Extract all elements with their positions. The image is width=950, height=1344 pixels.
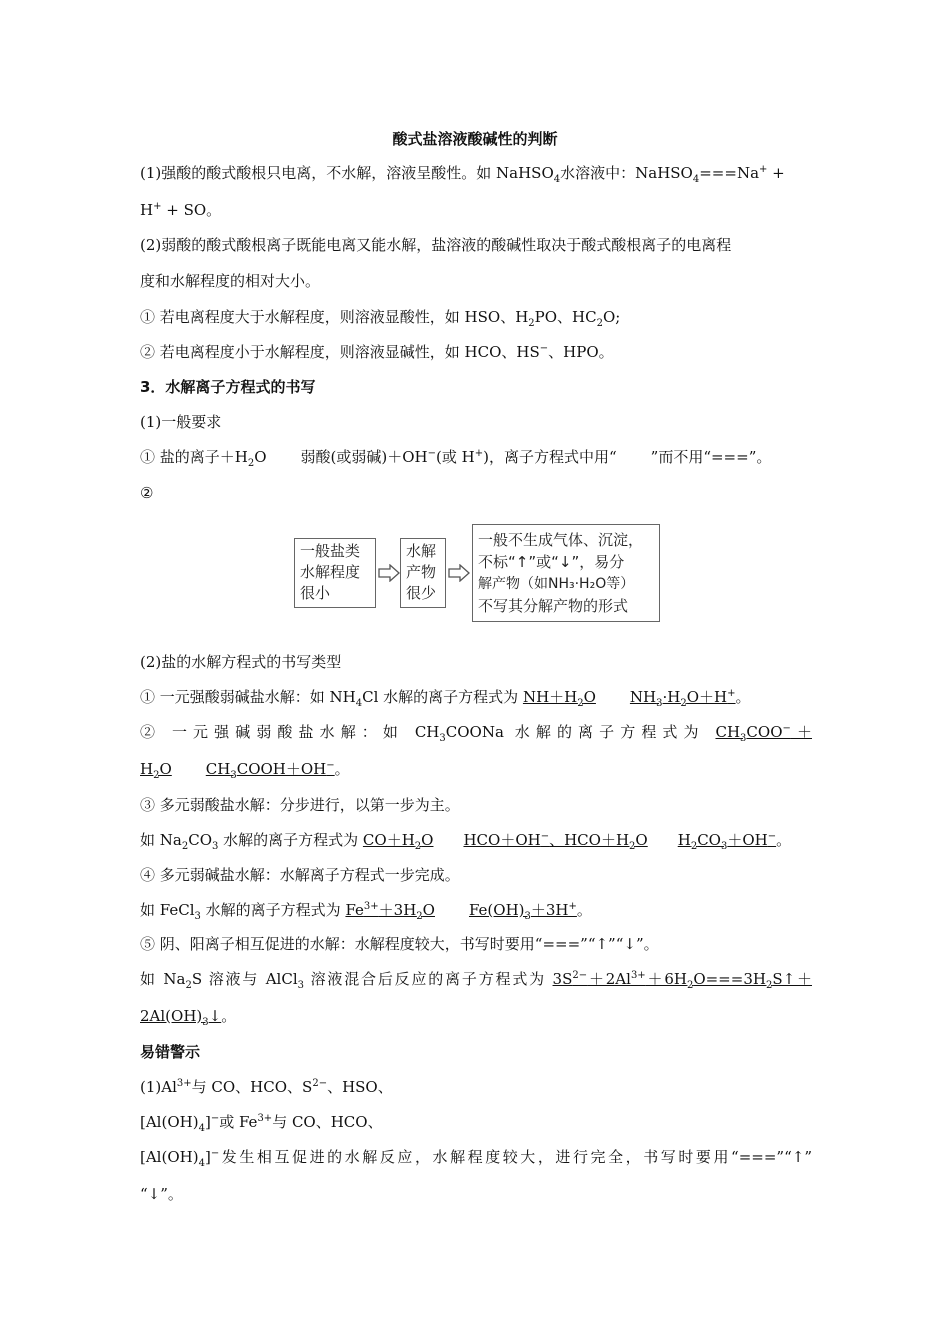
- paragraph-mutual-promotion: ⑤ 阴、阳离子相互促进的水解：水解程度较大，书写时要用“===”“↑”“↓”。: [140, 935, 659, 953]
- paragraph-fecl3-example: 如 FeCl$_3$ 水解的离子方程式为 $Fe^{3+}+3H_2O$ $Fe(OH)_3+3H^+$。: [140, 901, 592, 922]
- section-heading-warnings: 易错警示: [140, 1043, 201, 1061]
- flow-box-small-hydrolysis: 一般盐类 水解程度 很小: [294, 538, 376, 608]
- paragraph-ionization-less: ② 若电离程度小于水解程度，则溶液显碱性，如 HCO、HS−、HPO。: [140, 343, 614, 361]
- paragraph-ionization-greater: ① 若电离程度大于水解程度，则溶液显酸性，如 HSO、$H_2PO$、$HC_2O$;: [140, 308, 621, 329]
- paragraph-strong-base-weak-acid-cont: $H_2O$ $CH_3COOH+OH^-$。: [140, 760, 350, 781]
- paragraph-warning-aloh4: $[Al(OH)_4]^-$或 $Fe^{3+}$与 CO、HCO、: [140, 1113, 383, 1134]
- flow-box-few-products: 水解 产物 很少: [400, 538, 446, 608]
- paragraph-strong-acid-weak-base: ① 一元强酸弱碱盐水解：如 $NH_4Cl$ 水解的离子方程式为 $NH+H_2O$ $NH_3\cdot H_2O+H^+$。: [140, 688, 751, 709]
- paragraph-na2s-alcl3-example: 如 $Na_2S$ 溶液与 AlCl$_3$ 溶液混合后反应的离子方程式为 $3S^{2-}+2Al^{3+}+6H_2O===3H_2S↑+$: [140, 970, 812, 991]
- flow-arrow-icon: [378, 564, 400, 582]
- paragraph-warning-al: $(1)Al^{3+}$与 CO、HCO、$S^{2-}$、HSO、: [140, 1078, 393, 1096]
- subsection-types: (2)盐的水解方程式的书写类型: [140, 653, 342, 671]
- section-heading-hydrolysis: 3．水解离子方程式的书写: [140, 378, 316, 396]
- paragraph-weak-acid-cont: 度和水解程度的相对大小。: [140, 272, 321, 290]
- flow-box-notation-rules: 一般不生成气体、沉淀， 不标“↑”或“↓”，易分 解产物（如NH₃·H₂O等） 不写其分解产物的形式: [472, 524, 660, 622]
- paragraph-strong-acid-cont: H+ + SO。: [140, 201, 222, 219]
- subsection-general: (1)一般要求: [140, 413, 222, 431]
- paragraph-na2co3-example: 如 $Na_2CO_3$ 水解的离子方程式为 $CO+H_2O$ HCO＋OH−、$HCO+H_2O$ $H_2CO_3+OH^-$。: [140, 831, 792, 852]
- flow-arrow-icon: [448, 564, 470, 582]
- paragraph-warning-aloh4-cont: $[Al(OH)_4]^-$发生相互促进的水解反应，水解程度较大，进行完全，书写时要用“===”“↑”: [140, 1148, 812, 1169]
- page-title: 酸式盐溶液酸碱性的判断: [392, 130, 558, 148]
- paragraph-polybasic-base-salt: ④ 多元弱碱盐水解：水解离子方程式一步完成。: [140, 866, 460, 884]
- paragraph-polyprotic-acid-salt: ③ 多元弱酸盐水解：分步进行，以第一步为主。: [140, 796, 460, 814]
- paragraph-strong-base-weak-acid: ② 一元强碱弱酸盐水解：如 $CH_3COONa$ 水解的离子方程式为 $CH_3COO^-+$: [140, 723, 812, 744]
- paragraph-strong-acid: (1)强酸的酸式酸根只电离，不水解，溶液呈酸性。如 NaHSO$_4$水溶液中：NaHSO$_4$===Na+ +: [140, 164, 785, 185]
- paragraph-circle-two: ②: [140, 484, 154, 502]
- flow-diagram: [294, 524, 664, 622]
- paragraph-weak-acid: (2)弱酸的酸式酸根离子既能电离又能水解，盐溶液的酸碱性取决于酸式酸根离子的电离程: [140, 236, 732, 254]
- paragraph-warning-end: “↓”。: [140, 1185, 183, 1203]
- paragraph-general-rule: ① 盐的离子$+H_2O$ 弱酸(或弱碱)＋OH−(或 H+)，离子方程式中用“ ”而不用“===”。: [140, 448, 772, 469]
- paragraph-na2s-alcl3-cont: $2Al(OH)_3↓$。: [140, 1007, 237, 1028]
